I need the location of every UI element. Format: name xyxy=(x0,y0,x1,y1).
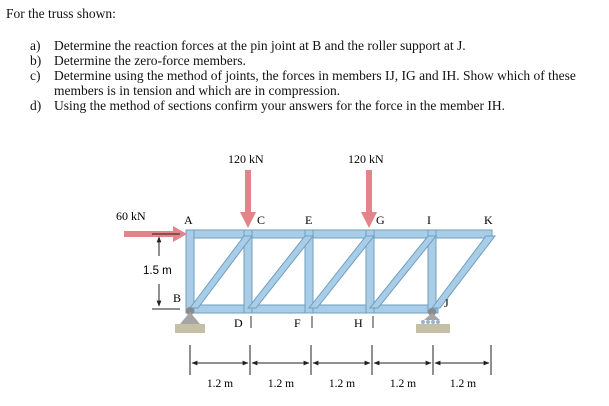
member-bc xyxy=(190,236,252,308)
question-text: Using the method of sections confirm your answers for the force in the member IH. xyxy=(54,98,505,113)
joint-label-a: A xyxy=(184,213,193,227)
member-jk xyxy=(432,236,495,308)
joint-label-j: J xyxy=(444,296,449,310)
load-label-g: 120 kN xyxy=(348,152,384,166)
joint-label-k: K xyxy=(484,213,493,227)
joint-label-h: H xyxy=(354,316,363,330)
load-label-c: 120 kN xyxy=(228,152,264,166)
joint-label-c: C xyxy=(257,213,266,227)
joint-label-i: I xyxy=(427,213,431,227)
span-label: 1.2 m xyxy=(389,378,417,390)
load-arrow-c xyxy=(240,170,256,228)
question-text: Determine the reaction forces at the pin joint at B and the roller support at J. xyxy=(54,38,466,53)
load-arrow-g xyxy=(361,170,377,228)
member-fg xyxy=(309,236,374,308)
question-text: Determine using the method of joints, the forces in members IJ, IG and IH. Show which of these members is in tension and which are in compression. xyxy=(54,68,576,98)
span-label: 1.2 m xyxy=(206,378,234,390)
member-ab xyxy=(186,230,194,313)
member-hi xyxy=(370,236,436,308)
joint-label-b: B xyxy=(173,291,182,305)
question-label: a) xyxy=(30,38,41,53)
question-label: b) xyxy=(30,53,42,68)
height-label: 1.5 m xyxy=(143,265,172,277)
span-label: 1.2 m xyxy=(328,378,356,390)
span-labels xyxy=(207,378,476,390)
joint-label-e: E xyxy=(305,213,313,227)
span-label: 1.2 m xyxy=(449,378,477,390)
span-label: 1.2 m xyxy=(267,378,295,390)
question-text: Determine the zero-force members. xyxy=(54,53,246,68)
top-chord xyxy=(186,230,492,238)
joint-label-d: D xyxy=(234,316,243,330)
joint-label-f: F xyxy=(294,316,301,330)
span-dimension-lines xyxy=(190,345,491,375)
joint-label-g: G xyxy=(376,213,385,227)
intro-text: For the truss shown: xyxy=(6,6,116,21)
question-label: d) xyxy=(30,98,42,113)
member-de xyxy=(248,236,313,308)
load-label-horizontal: 60 kN xyxy=(116,209,146,223)
question-label: c) xyxy=(30,68,41,83)
